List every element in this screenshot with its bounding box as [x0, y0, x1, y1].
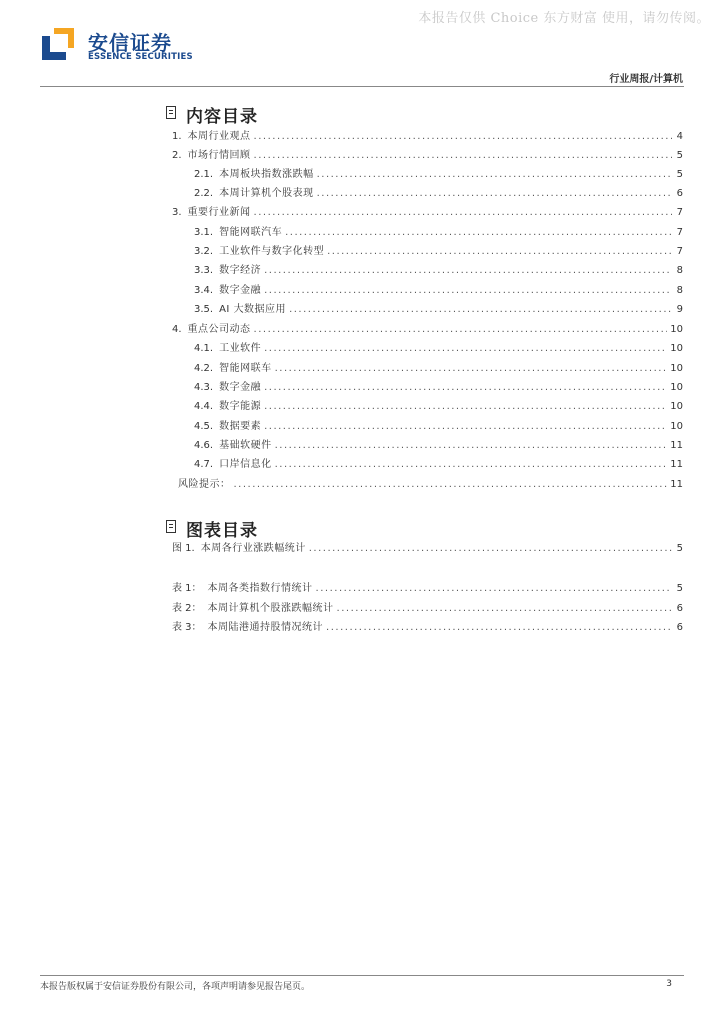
table-entry-page: 6 — [676, 603, 683, 614]
dot-leader — [264, 342, 667, 356]
toc-entry-number: 2.1. — [194, 169, 214, 180]
table-entry-number: 表 1： — [172, 583, 202, 594]
watermark-text: 本报告仅供 Choice 东方财富 使用，请勿传阅。 — [418, 11, 710, 26]
toc-entry-label: 智能网联汽车 — [219, 227, 283, 238]
dot-leader — [264, 420, 667, 434]
dot-leader — [275, 362, 668, 376]
dot-leader — [254, 206, 672, 220]
toc-entry-number: 3.5. — [194, 304, 214, 315]
toc-entry-label: 智能网联车 — [219, 363, 272, 374]
brand-name-cn: 安信证券 — [88, 31, 172, 55]
toc-entry-label: 基础软硬件 — [219, 440, 272, 451]
dot-leader — [317, 187, 672, 201]
toc-entry[interactable] — [194, 264, 683, 278]
toc-entry-page: 9 — [676, 304, 683, 315]
toc-entry-number: 4.1. — [194, 343, 214, 354]
dot-leader — [316, 582, 672, 596]
toc-entry-page: 11 — [670, 440, 683, 451]
toc-entry[interactable] — [194, 187, 683, 201]
dot-leader — [254, 130, 672, 144]
toc-entry[interactable] — [172, 206, 683, 220]
toc-entry-number: 3.1. — [194, 227, 214, 238]
toc-entry-number: 2. — [172, 150, 182, 161]
toc-entry-number: 3.3. — [194, 265, 214, 276]
toc-entry[interactable] — [194, 303, 683, 317]
dot-leader — [254, 149, 672, 163]
table-entry-page: 5 — [676, 583, 683, 594]
figure-entry-number: 图 1. — [172, 543, 195, 554]
figure-entry-label: 本周各行业涨跌幅统计 — [200, 543, 306, 554]
footer-divider — [40, 975, 684, 976]
table-entry-number: 表 2： — [172, 603, 202, 614]
book-icon — [166, 106, 176, 119]
header-divider — [40, 86, 684, 87]
brand-name-en: ESSENCE SECURITIES — [88, 52, 193, 62]
dot-leader — [264, 284, 672, 298]
toc-entry[interactable] — [172, 149, 683, 163]
toc-entry-page: 7 — [676, 207, 683, 218]
brand-logo — [40, 26, 200, 66]
toc-entry-number: 3. — [172, 207, 182, 218]
toc-entry-page: 10 — [670, 363, 683, 374]
toc-entry-label: 口岸信息化 — [219, 459, 272, 470]
toc-entry-label: 本周行业观点 — [187, 131, 251, 142]
toc-entry-number: 4.7. — [194, 459, 214, 470]
table-entry[interactable] — [172, 621, 683, 635]
toc-entry-page: 10 — [670, 421, 683, 432]
toc-entry-label: 工业软件 — [219, 343, 262, 354]
toc-entry-label: 数据要素 — [219, 421, 262, 432]
toc-entry-page: 11 — [670, 479, 683, 490]
toc-entry[interactable] — [194, 342, 683, 356]
toc-entry[interactable] — [194, 362, 683, 376]
table-entry-page: 6 — [676, 622, 683, 633]
toc-entry-number: 2.2. — [194, 188, 214, 199]
toc-entry-label: 数字金融 — [219, 285, 262, 296]
toc-entry-label: 本周板块指数涨跌幅 — [219, 169, 314, 180]
figure-entry-page: 5 — [676, 543, 683, 554]
toc-entry-number: 3.2. — [194, 246, 214, 257]
toc-entry-number: 4.5. — [194, 421, 214, 432]
toc-entry-number: 4.2. — [194, 363, 214, 374]
toc-entry-number: 4. — [172, 324, 182, 335]
dot-leader — [264, 381, 667, 395]
toc-entry-label: 数字经济 — [219, 265, 262, 276]
dot-leader — [289, 303, 672, 317]
toc-entry[interactable] — [194, 400, 683, 414]
toc-entry-page: 8 — [676, 285, 683, 296]
figures-title: 图表目录 — [186, 521, 258, 541]
toc-entry-page: 7 — [676, 227, 683, 238]
toc-entry-label: 重点公司动态 — [187, 324, 251, 335]
table-entry-label: 本周计算机个股涨跌幅统计 — [207, 603, 334, 614]
dot-leader — [264, 400, 667, 414]
toc-entry-number: 4.4. — [194, 401, 214, 412]
dot-leader — [264, 264, 672, 278]
toc-entry[interactable] — [194, 458, 683, 472]
table-entry[interactable] — [172, 582, 683, 596]
toc-entry[interactable] — [194, 168, 683, 182]
toc-entry[interactable] — [194, 439, 683, 453]
toc-entry-number: 1. — [172, 131, 182, 142]
table-entry-number: 表 3： — [172, 622, 202, 633]
toc-entry-label: 风险提示： — [178, 479, 231, 490]
toc-entry-label: 数字能源 — [219, 401, 262, 412]
toc-entry[interactable] — [194, 381, 683, 395]
toc-entry-page: 8 — [676, 265, 683, 276]
dot-leader — [285, 226, 672, 240]
dot-leader — [275, 439, 668, 453]
toc-entry[interactable] — [194, 245, 683, 259]
toc-entry-page: 4 — [676, 131, 683, 142]
table-entry-label: 本周陆港通持股情况统计 — [207, 622, 324, 633]
toc-entry-page: 10 — [670, 343, 683, 354]
book-icon — [166, 520, 176, 533]
toc-entry-number: 4.3. — [194, 382, 214, 393]
toc-entry[interactable] — [194, 226, 683, 240]
toc-entry-label: AI 大数据应用 — [219, 304, 287, 315]
dot-leader — [234, 478, 668, 492]
toc-entry[interactable] — [194, 420, 683, 434]
toc-entry-page: 6 — [676, 188, 683, 199]
dot-leader — [254, 323, 668, 337]
page-number: 3 — [666, 979, 672, 989]
toc-entry-page: 10 — [670, 401, 683, 412]
dot-leader — [275, 458, 668, 472]
toc-entry-label: 工业软件与数字化转型 — [219, 246, 325, 257]
toc-entry-page: 5 — [676, 150, 683, 161]
toc-entry-number: 3.4. — [194, 285, 214, 296]
toc-entry-page: 5 — [676, 169, 683, 180]
toc-entry-label: 重要行业新闻 — [187, 207, 251, 218]
dot-leader — [326, 621, 672, 635]
table-entry[interactable] — [172, 602, 683, 616]
dot-leader — [309, 542, 672, 556]
toc-entry-page: 10 — [670, 382, 683, 393]
toc-entry[interactable] — [172, 478, 683, 492]
toc-entry-page: 7 — [676, 246, 683, 257]
dot-leader — [317, 168, 672, 182]
toc-entry-label: 本周计算机个股表现 — [219, 188, 314, 199]
table-entry-label: 本周各类指数行情统计 — [207, 583, 313, 594]
footer-disclaimer: 本报告版权属于安信证券股份有限公司，各项声明请参见报告尾页。 — [40, 982, 311, 992]
toc-entry[interactable] — [172, 130, 683, 144]
toc-entry[interactable] — [194, 284, 683, 298]
toc-entry-number: 4.6. — [194, 440, 214, 451]
toc-entry-page: 11 — [670, 459, 683, 470]
toc-entry-label: 市场行情回顾 — [187, 150, 251, 161]
toc-entry-label: 数字金融 — [219, 382, 262, 393]
report-category: 行业周报/计算机 — [609, 74, 683, 85]
toc-entry[interactable] — [172, 323, 683, 337]
dot-leader — [327, 245, 672, 259]
toc-title: 内容目录 — [186, 107, 258, 127]
dot-leader — [337, 602, 672, 616]
figure-entry[interactable] — [172, 542, 683, 556]
brand-logo-icon — [40, 26, 76, 62]
toc-entry-page: 10 — [670, 324, 683, 335]
